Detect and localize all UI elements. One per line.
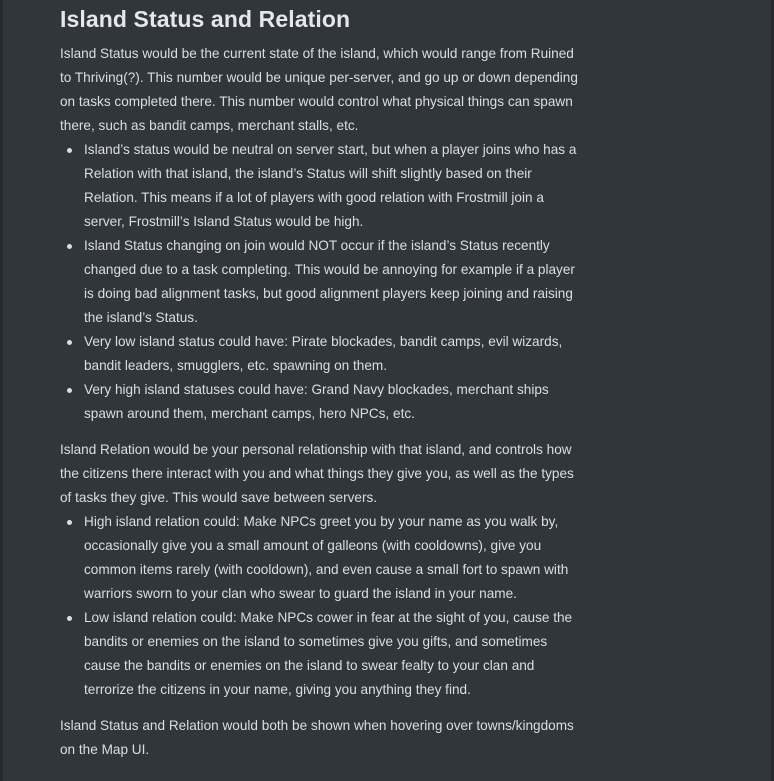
relation-intro-paragraph: Island Relation would be your personal relationship with that island, and controls how the citizens there interact with you and what things they give you, as well as the types of tasks they give. This would save between servers.	[60, 442, 574, 505]
list-item: Very low island status could have: Pirate blockades, bandit camps, evil wizards, bandit leaders, smugglers, etc. spawning on them.	[60, 330, 580, 378]
left-edge-strip	[0, 0, 3, 781]
page-title: Island Status and Relation	[60, 6, 351, 32]
relation-bullet-list	[60, 510, 580, 702]
status-intro-paragraph: Island Status would be the current state of the island, which would range from Ruined to Thriving(?). This number would be unique per-server, and go up or down depending on tasks completed there. This number would control what physical things can spawn there, such as bandit camps, merchant stalls, etc.	[60, 46, 578, 133]
list-item: Very high island statuses could have: Grand Navy blockades, merchant ships spawn around them, merchant camps, hero NPCs, etc.	[60, 378, 580, 426]
status-bullet-list	[60, 138, 580, 426]
list-item: Low island relation could: Make NPCs cower in fear at the sight of you, cause the bandits or enemies on the island to sometimes give you gifts, and sometimes cause the bandits or enemies on the island to swear fealty to your clan and terrorize the citizens in your name, giving you anything they find.	[60, 606, 580, 702]
list-item: Island Status changing on join would NOT occur if the island’s Status recently changed due to a task completing. This would be annoying for example if a player is doing bad alignment tasks, but good alignment players keep joining and raising the island’s Status.	[60, 234, 580, 330]
list-item: High island relation could: Make NPCs greet you by your name as you walk by, occasionally give you a small amount of galleons (with cooldowns), give you common items rarely (with cooldown), and even cause a small fort to spawn with warriors sworn to your clan who swear to guard the island in your name.	[60, 510, 580, 606]
list-item: Island’s status would be neutral on server start, but when a player joins who has a Relation with that island, the island’s Status will shift slightly based on their Relation. This means if a lot of players with good relation with Frostmill join a server, Frostmill’s Island Status would be high.	[60, 138, 580, 234]
message-content	[60, 0, 580, 762]
closing-paragraph: Island Status and Relation would both be shown when hovering over towns/kingdoms on the Map UI.	[60, 718, 574, 757]
